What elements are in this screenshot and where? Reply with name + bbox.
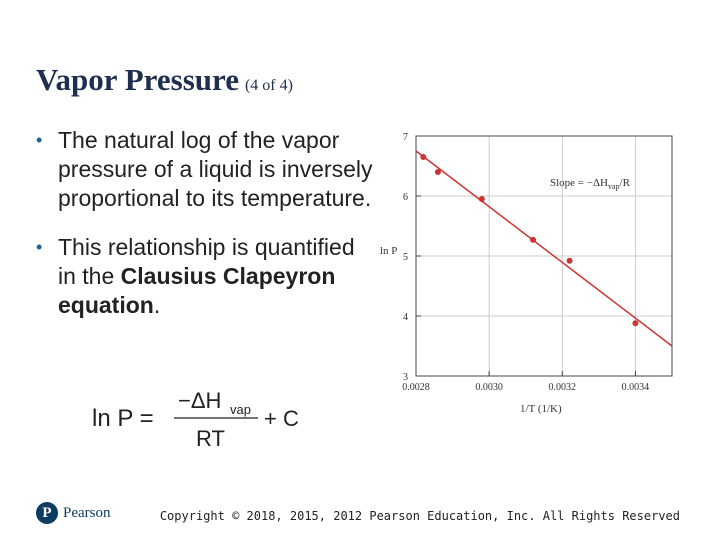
bullet-dot-icon: • xyxy=(36,130,43,150)
slope-annotation-sub: vap xyxy=(607,182,620,191)
pearson-mark-icon: P xyxy=(36,502,58,524)
data-point xyxy=(420,154,426,160)
y-tick-label: 3 xyxy=(403,372,408,383)
equation-tail: + C xyxy=(264,406,299,431)
bullet-dot-icon: • xyxy=(36,237,43,257)
equation-lhs: ln P = xyxy=(92,405,154,432)
slope-annotation-tail: /R xyxy=(619,177,630,189)
data-point xyxy=(632,320,638,326)
chart-grid xyxy=(416,136,672,376)
clausius-clapeyron-equation xyxy=(92,384,322,454)
data-point xyxy=(479,196,485,202)
pearson-logo xyxy=(36,502,111,524)
y-tick-label: 4 xyxy=(403,312,408,323)
equation-numerator: −ΔH xyxy=(178,388,222,413)
bullet-text: . xyxy=(153,292,161,318)
y-tick-label: 5 xyxy=(403,252,408,263)
data-point xyxy=(435,169,441,175)
bullet-item xyxy=(36,126,376,213)
y-tick-label: 7 xyxy=(403,132,408,143)
x-tick-label: 0.0032 xyxy=(548,382,577,393)
slope-annotation-main: Slope = −ΔH xyxy=(550,177,608,189)
copyright-notice: Copyright © 2018, 2015, 2012 Pearson Education, Inc. All Rights Reserved xyxy=(159,509,680,523)
bullet-item xyxy=(36,233,376,320)
data-point xyxy=(530,237,536,243)
bullet-text: The natural log of the vapor pressure of a liquid is inversely proportional to its temperature. xyxy=(58,127,373,211)
x-tick-label: 0.0028 xyxy=(402,382,430,393)
slide-title xyxy=(36,62,293,98)
slope-annotation xyxy=(550,177,631,191)
slide-title-suffix: (4 of 4) xyxy=(244,77,293,94)
equation-denominator: RT xyxy=(196,426,225,451)
x-tick-label: 0.0030 xyxy=(475,382,503,393)
fit-line xyxy=(416,151,672,346)
data-point xyxy=(567,258,573,264)
y-tick-label: 6 xyxy=(403,192,408,203)
bullet-list xyxy=(36,126,376,340)
equation-subscript: vap xyxy=(230,402,251,417)
pearson-wordmark: Pearson xyxy=(63,504,111,521)
slide-title-main: Vapor Pressure xyxy=(36,62,239,97)
x-tick-label: 0.0034 xyxy=(621,382,650,393)
vapor-pressure-chart xyxy=(374,128,684,418)
y-axis-label: ln P xyxy=(380,245,398,257)
bullet-bold-text: Clausius Clapeyron equation xyxy=(58,263,336,318)
bullet-text: This relationship is quantified in the xyxy=(58,234,355,289)
x-axis-label: 1/T (1/K) xyxy=(520,403,562,415)
